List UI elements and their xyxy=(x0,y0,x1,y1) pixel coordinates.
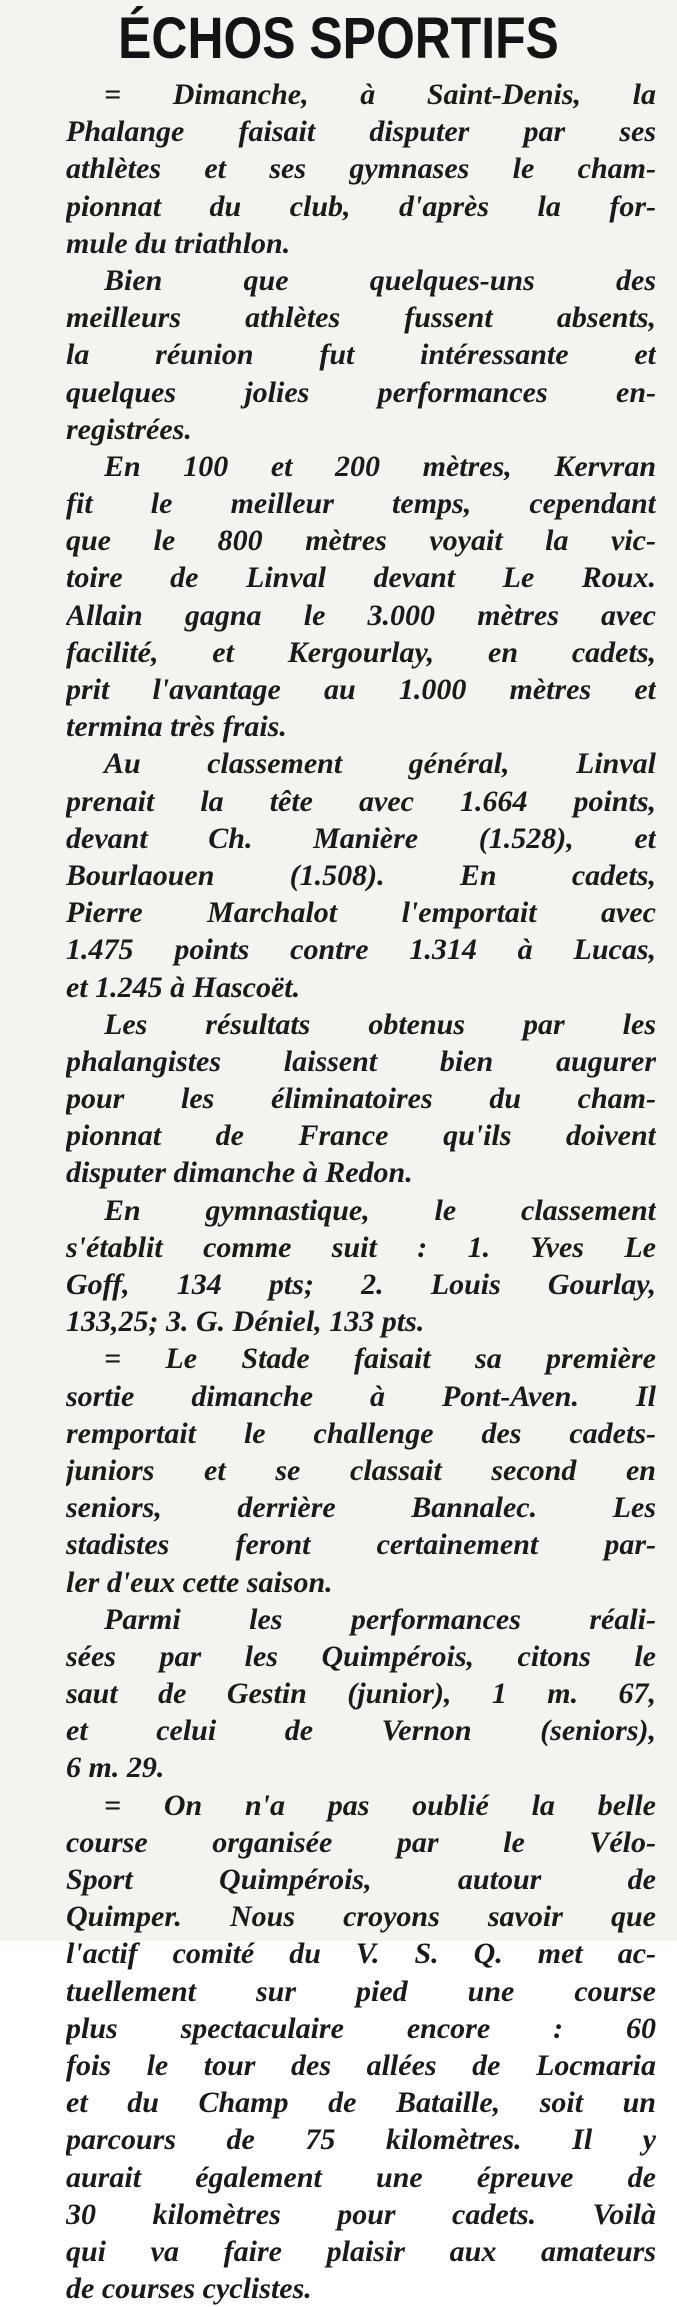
article-body xyxy=(66,76,656,2307)
article-line: prenait la tête avec 1.664 points, xyxy=(66,784,656,818)
article-line: 133,25; 3. G. Déniel, 133 pts. xyxy=(66,1305,425,1339)
article-line: mule du triathlon. xyxy=(66,226,291,260)
article-line: phalangistes laissent bien augurer xyxy=(66,1044,656,1078)
article-line: toire de Linval devant Le Roux. xyxy=(66,561,656,595)
article-line: la réunion fut intéressante et xyxy=(66,338,656,372)
article-line: Allain gagna le 3.000 mètres avec xyxy=(66,598,656,632)
article-line: prit l'avantage au 1.000 mètres et xyxy=(66,673,656,706)
article-line: = On n'a pas oublié la belle xyxy=(104,1788,656,1822)
article-line: Parmi les performances réali- xyxy=(104,1602,656,1636)
headline: ÉCHOS SPORTIFS xyxy=(118,6,559,71)
article-line: pour les éliminatoires du cham- xyxy=(66,1082,656,1116)
article-line: 6 m. 29. xyxy=(66,1751,165,1785)
article-line: parcours de 75 kilomètres. Il y xyxy=(66,2123,656,2157)
article-line: l'actif comité du V. S. Q. met ac- xyxy=(66,1937,656,1971)
article-line: En 100 et 200 mètres, Kervran xyxy=(104,449,656,483)
article-line: stadistes feront certainement par- xyxy=(66,1528,656,1562)
article-line: Quimper. Nous croyons savoir que xyxy=(66,1900,656,1934)
article-line: 1.475 points contre 1.314 à Lucas, xyxy=(66,933,656,967)
article-line: Phalange faisait disputer par ses xyxy=(66,115,656,149)
article-line: 30 kilomètres pour cadets. Voilà xyxy=(66,2197,656,2231)
article-line: Bien que quelques-uns des xyxy=(104,263,656,297)
article-line: pionnat de France qu'ils doivent xyxy=(66,1119,656,1153)
article-line: Au classement général, Linval xyxy=(104,747,656,781)
article-line: course organisée par le Vélo- xyxy=(66,1825,656,1859)
article-line: sées par les Quimpérois, citons le xyxy=(66,1639,656,1673)
article-line: seniors, derrière Bannalec. Les xyxy=(66,1491,656,1525)
article-line: pionnat du club, d'après la for- xyxy=(66,189,656,223)
article-line: athlètes et ses gymnases le cham- xyxy=(66,152,656,186)
article-line: termina très frais. xyxy=(66,710,287,744)
article-line: Sport Quimpérois, autour de xyxy=(66,1863,656,1896)
article-line: et 1.245 à Hascoët. xyxy=(66,970,301,1004)
article-line: = Dimanche, à Saint-Denis, la xyxy=(104,78,656,111)
article-line: Bourlaouen (1.508). En cadets, xyxy=(66,858,656,892)
article-line: aurait également une épreuve de xyxy=(66,2160,656,2194)
article-line: de courses cyclistes. xyxy=(66,2272,312,2306)
article-line: fit le meilleur temps, cependant xyxy=(66,487,656,521)
article-line: meilleurs athlètes fussent absents, xyxy=(66,301,656,335)
article-line: s'établit comme suit : 1. Yves Le xyxy=(66,1230,656,1264)
article-line: remportait le challenge des cadets- xyxy=(66,1416,656,1450)
article-line: Les résultats obtenus par les xyxy=(104,1007,656,1041)
article-line: juniors et se classait second en xyxy=(66,1453,656,1487)
article-line: sortie dimanche à Pont-Aven. Il xyxy=(66,1379,656,1413)
article-line: Goff, 134 pts; 2. Louis Gourlay, xyxy=(66,1268,656,1301)
article-line: facilité, et Kergourlay, en cadets, xyxy=(66,635,656,669)
article-line: que le 800 mètres voyait la vic- xyxy=(66,524,656,558)
article-line: plus spectaculaire encore : 60 xyxy=(66,2011,656,2045)
article-line: registrées. xyxy=(66,412,192,446)
article-line: qui va faire plaisir aux amateurs xyxy=(66,2234,656,2268)
article-line: et celui de Vernon (seniors), xyxy=(66,1714,656,1748)
article-line: disputer dimanche à Redon. xyxy=(66,1156,413,1190)
article-line: tuellement sur pied une course xyxy=(66,1974,656,2008)
article-line: ler d'eux cette saison. xyxy=(66,1565,333,1599)
article-line: fois le tour des allées de Locmaria xyxy=(66,2048,656,2082)
article-line: Pierre Marchalot l'emportait avec xyxy=(66,896,656,930)
article-line: = Le Stade faisait sa première xyxy=(104,1342,656,1376)
article-line: devant Ch. Manière (1.528), et xyxy=(66,821,656,855)
article-line: quelques jolies performances en- xyxy=(66,375,656,409)
article-line: saut de Gestin (junior), 1 m. 67, xyxy=(66,1677,656,1711)
article-line: En gymnastique, le classement xyxy=(104,1193,656,1227)
article-line: et du Champ de Bataille, soit un xyxy=(66,2086,656,2120)
